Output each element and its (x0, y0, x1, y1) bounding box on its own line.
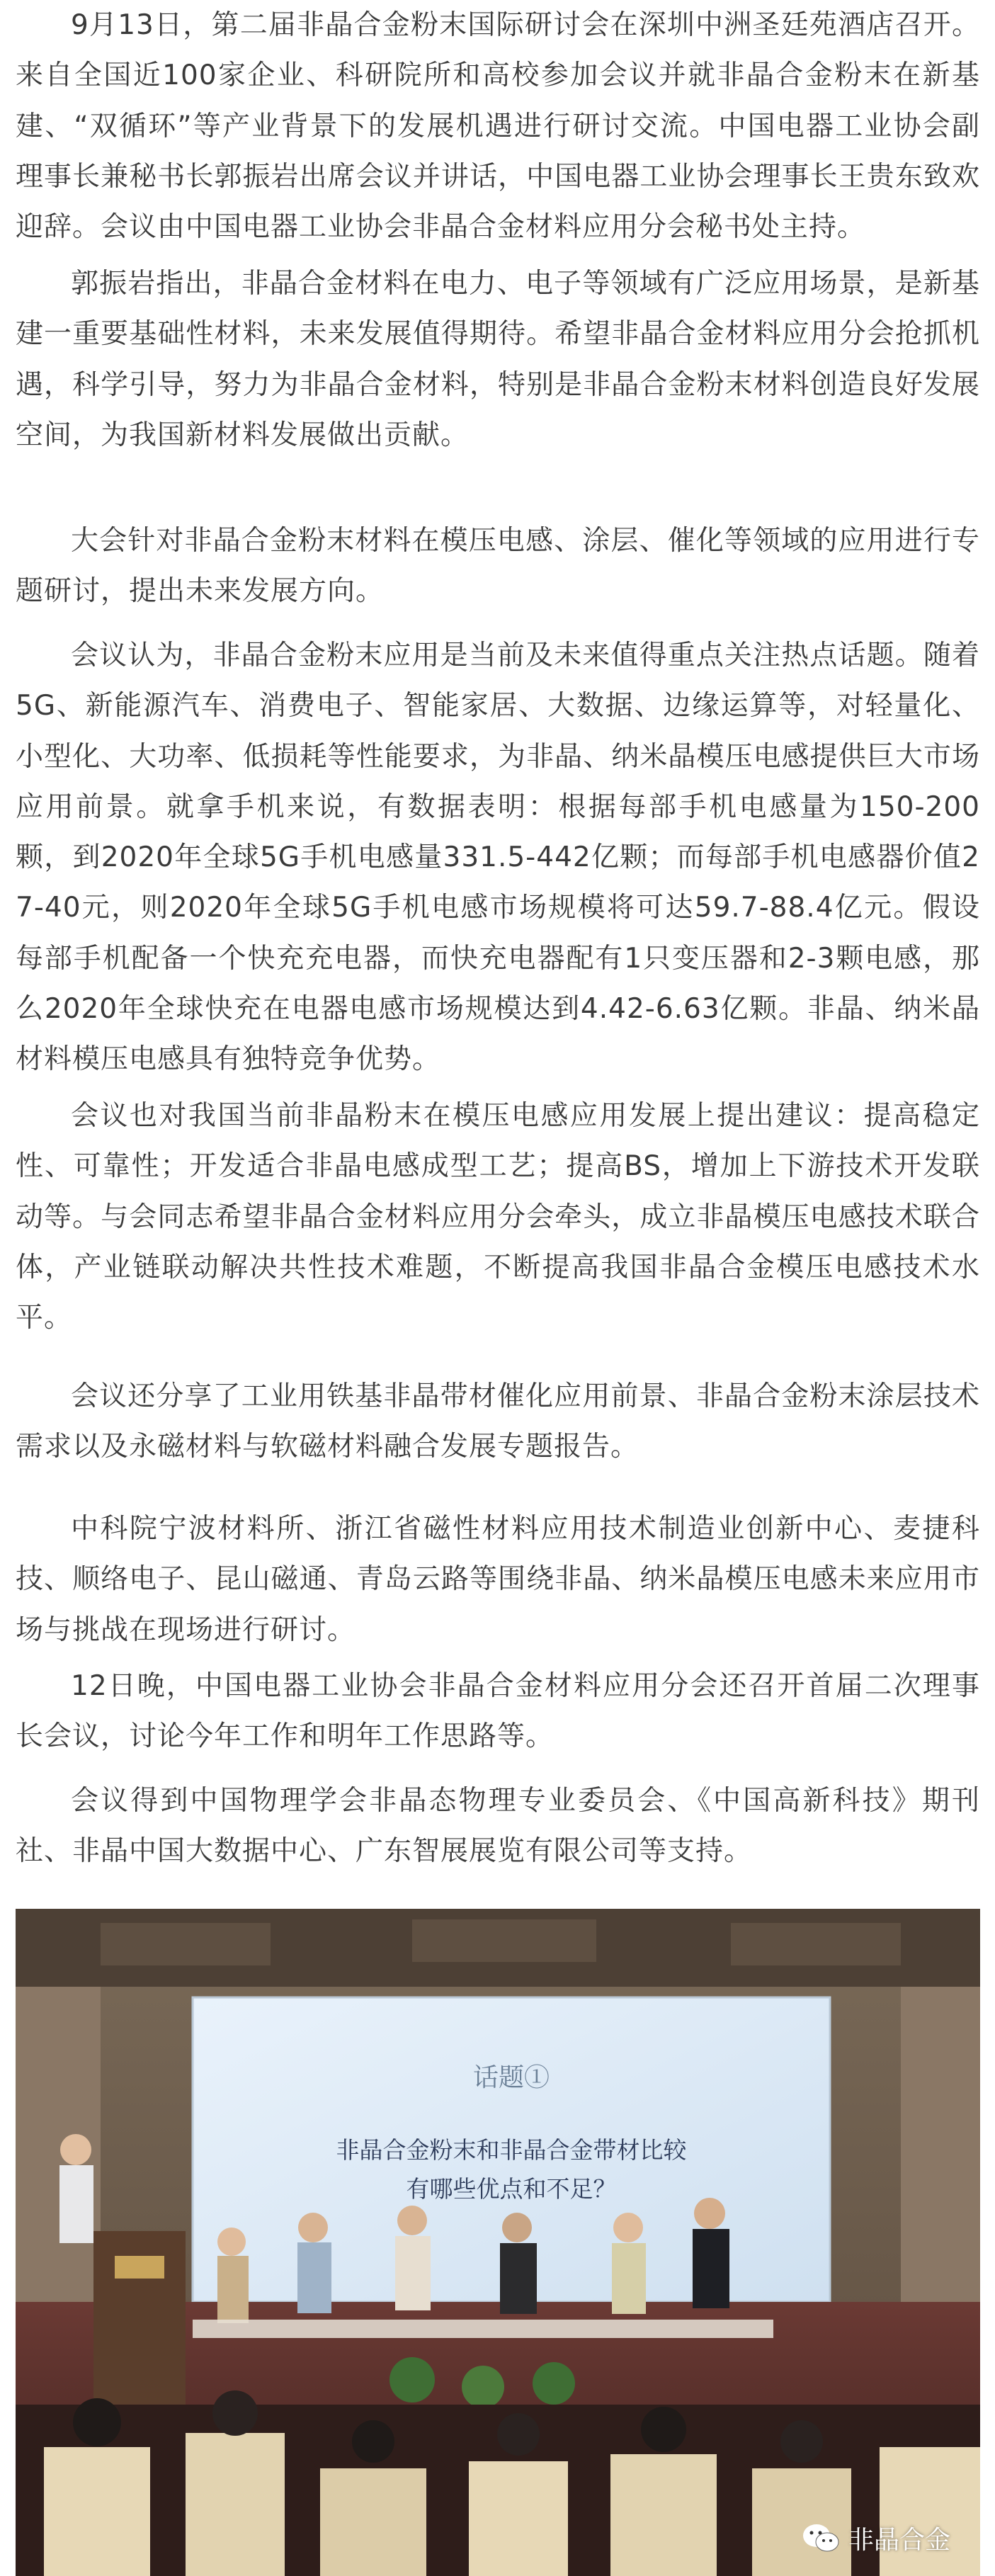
wechat-icon (802, 2522, 840, 2555)
conference-scene (16, 1909, 980, 2576)
paragraph-1: 9月13日，第二届非晶合金粉末国际研讨会在深圳中洲圣廷苑酒店召开。来自全国近100家企业、科研院所和高校参加会议并就非晶合金粉末在新基建、“双循环”等产业背景下的发展机遇进行研讨交流。中国电器工业协会副理事长兼秘书长郭振岩出席会议并讲话，中国电器工业协会理事长王贵东致欢迎辞。会议由中国电器工业协会非晶合金材料应用分会秘书处主持。 (16, 9, 980, 244)
paragraph-4: 会议认为，非晶合金粉末应用是当前及未来值得重点关注热点话题。随着5G、新能源汽车、消费电子、智能家居、大数据、边缘运算等，对轻量化、小型化、大功率、低损耗等性能要求，为非晶、纳米晶模压电感提供巨大市场应用前景。就拿手机来说，有数据表明：根据每部手机电感量为150-200颗，到2020年全球5G手机电感量331.5-442亿颗；而每部手机电感器价值27-40元，则2020年全球5G手机电感市场规模将可达59.7-88.4亿元。假设每部手机配备一个快充充电器，而快充电器配有1只变压器和2-3颗电感，那么2020年全球快充在电器电感市场规模达到4.42-6.63亿颗。非晶、纳米晶材料模压电感具有独特竞争优势。 (16, 640, 980, 1076)
conference-photo (16, 1909, 980, 2576)
watermark-text: 非晶合金 (848, 2526, 950, 2555)
watermark (802, 2520, 950, 2556)
paragraph-8: 12日晚，中国电器工业协会非晶合金材料应用分会还召开首届二次理事长会议，讨论今年工作和明年工作思路等。 (16, 1670, 980, 1753)
paragraph-6: 会议还分享了工业用铁基非晶带材催化应用前景、非晶合金粉末涂层技术需求以及永磁材料与软磁材料融合发展专题报告。 (16, 1380, 980, 1463)
slide-line-2: 有哪些优点和不足？ (406, 2175, 617, 2203)
paragraph-9: 会议得到中国物理学会非晶态物理专业委员会、《中国高新科技》期刊社、非晶中国大数据中心、广东智展展览有限公司等支持。 (16, 1785, 980, 1868)
paragraph-3: 大会针对非晶合金粉末材料在模压电感、涂层、催化等领域的应用进行专题研讨，提出未来发展方向。 (16, 525, 980, 608)
slide-line-1: 非晶合金粉末和非晶合金带材比较 (336, 2136, 687, 2164)
paragraph-2: 郭振岩指出，非晶合金材料在电力、电子等领域有广泛应用场景，是新基建一重要基础性材料，未来发展值得期待。希望非晶合金材料应用分会抢抓机遇，科学引导，努力为非晶合金材料，特别是非晶合金粉末材料创造良好发展空间，为我国新材料发展做出贡献。 (16, 268, 980, 451)
paragraph-5: 会议也对我国当前非晶粉末在模压电感应用发展上提出建议：提高稳定性、可靠性；开发适合非晶电感成型工艺；提高BS，增加上下游技术开发联动等。与会同志希望非晶合金材料应用分会牵头，成立非晶模压电感技术联合体，产业链联动解决共性技术难题，不断提高我国非晶合金模压电感技术水平。 (16, 1100, 980, 1334)
paragraph-7: 中科院宁波材料所、浙江省磁性材料应用技术制造业创新中心、麦捷科技、顺络电子、昆山磁通、青岛云路等围绕非晶、纳米晶模压电感未来应用市场与挑战在现场进行研讨。 (16, 1513, 980, 1646)
slide-title: 话题① (472, 2063, 550, 2092)
